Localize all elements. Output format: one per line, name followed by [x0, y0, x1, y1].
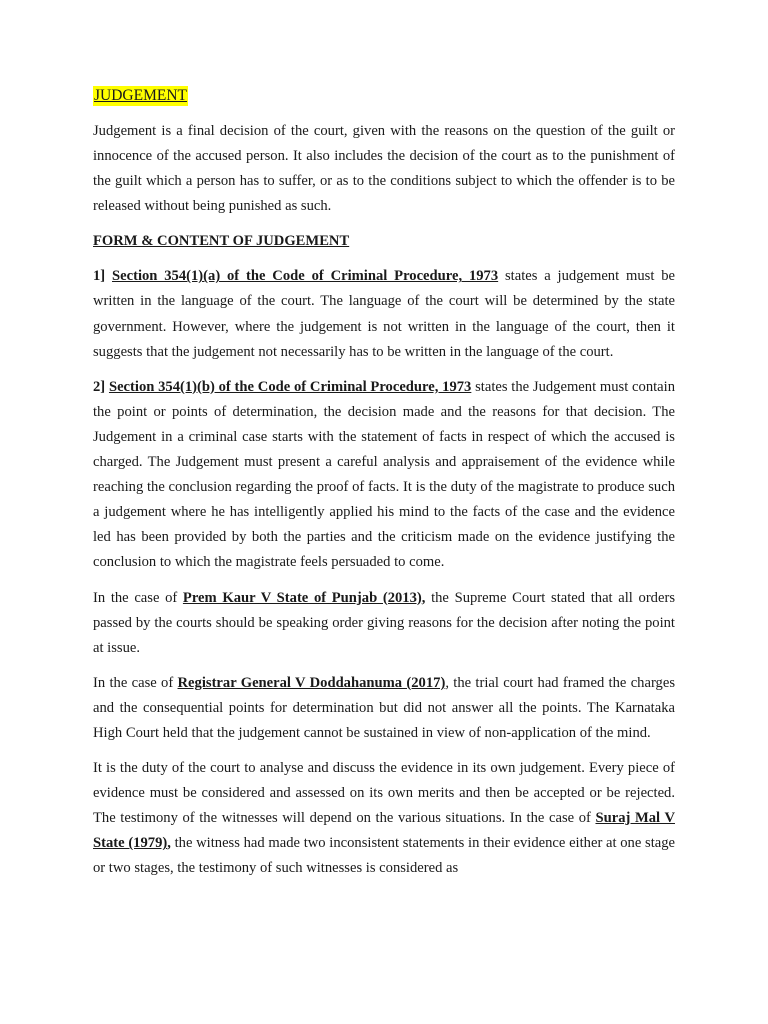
case-1-trail: ,: [421, 589, 426, 606]
point-1-number: 1]: [93, 268, 106, 285]
point-2-paragraph: [93, 375, 675, 576]
case-1-text: the Supreme Court stated that all orders passed by the courts should be speaking order giving reasons for the decision after noting the point at issue.: [93, 589, 675, 656]
point-2-reference: Section 354(1)(b) of the Code of Criminal Procedure, 1973: [108, 378, 472, 395]
section-heading: FORM & CONTENT OF JUDGEMENT: [93, 233, 350, 250]
case-1-lead: In the case of: [93, 589, 183, 606]
point-1-reference: Section 354(1)(a) of the Code of Criminal Procedure, 1973: [112, 268, 499, 285]
intro-paragraph: Judgement is a final decision of the court, given with the reasons on the question of the guilt or innocence of the accused person. It also includes the decision of the court as to the punishment of the guilt which a person has to suffer, or as to the conditions subject to which the offender is to be released without being punished as such.: [93, 123, 675, 215]
final-paragraph: [93, 756, 675, 881]
point-2-number: 2]: [93, 378, 106, 395]
point-2-text: states the Judgement must contain the point or points of determination, the decision made and the reasons for that decision. The Judgement in a criminal case starts with the statement of facts in respect of which the accused is charged. The Judgement must present a careful analysis and appraisement of the evidence while reaching the conclusion regarding the proof of facts. It is the duty of the magistrate to produce such a judgement where he has intelligently applied his mind to the facts of the case and the evidence led has been provided by both the parties and the criticism made on the evidence justifying the conclusion to which the magistrate feels persuaded to come.: [93, 378, 676, 571]
page-title: JUDGEMENT: [94, 87, 187, 104]
case-2-text: , the trial court had framed the charges and the consequential points for determination but did not answer all the points. The Karnataka High Court held that the judgement cannot be sustained in view of non-application of the mind.: [93, 674, 675, 741]
case-1-name: Prem Kaur V State of Punjab (2013): [182, 589, 422, 606]
case-1-paragraph: [93, 586, 675, 661]
final-case-trail: ,: [167, 835, 171, 852]
final-text: the witness had made two inconsistent statements in their evidence either at one stage or two stages, the testimony of such witnesses is considered as: [93, 835, 675, 877]
final-lead: It is the duty of the court to analyse and discuss the evidence in its own judgement. Every piece of evidence must be considered and assessed on its own merits and then be accepted or be rejected. The testimony of the witnesses will depend on the various situations. In the case of: [93, 760, 675, 827]
case-2-name: Registrar General V Doddahanuma (2017): [177, 674, 446, 691]
case-2-paragraph: [93, 671, 675, 746]
point-1-text: states a judgement must be written in the language of the court. The language of the court will be determined by the state government. However, where the judgement is not written in the language of the court, then it suggests that the judgement not necessarily has to be written in the language of the court.: [93, 268, 675, 360]
document-page: [93, 86, 675, 892]
point-1-paragraph: [93, 264, 675, 364]
case-2-lead: In the case of: [93, 674, 178, 691]
final-case-name: Suraj Mal V State (1979): [93, 810, 675, 852]
